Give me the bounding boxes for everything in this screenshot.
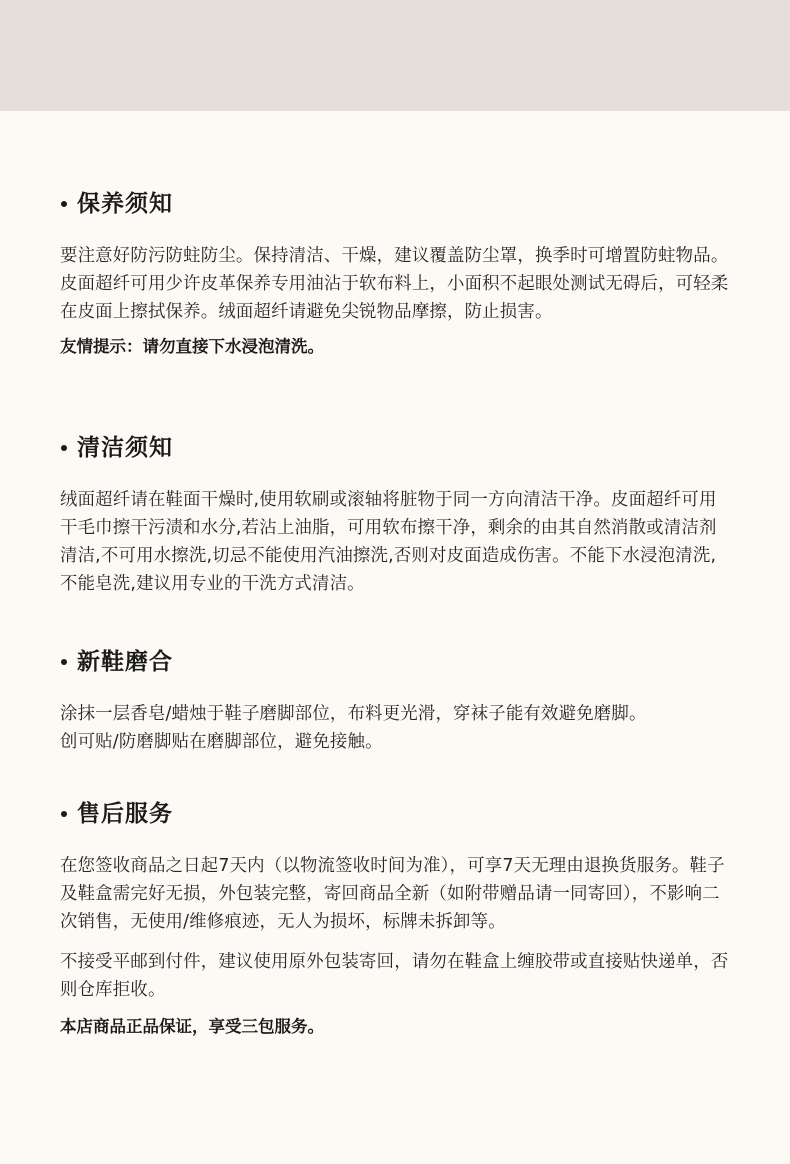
section-paragraph: 涂抹一层香皂/蜡烛于鞋子磨脚部位，布料更光滑，穿袜子能有效避免磨脚。 <box>60 704 647 724</box>
bullet-icon <box>61 445 67 451</box>
top-banner-band <box>0 0 790 111</box>
section-title: 新鞋磨合 <box>77 649 173 675</box>
section-cleaning <box>60 433 730 598</box>
bullet-icon <box>61 659 67 665</box>
section-paragraph: 创可贴/防磨脚贴在磨脚部位，避免接触。 <box>60 732 383 752</box>
section-heading <box>60 647 730 677</box>
section-title: 售后服务 <box>77 801 173 827</box>
section-title: 保养须知 <box>77 191 173 217</box>
bullet-icon <box>61 811 67 817</box>
section-maintenance <box>60 189 730 360</box>
section-after-sales <box>60 799 730 1040</box>
section-heading <box>60 799 730 829</box>
section-heading <box>60 189 730 219</box>
friendly-tip: 友情提示：请勿直接下水浸泡清洗。 <box>60 337 324 356</box>
section-paragraph: 不接受平邮到付件，建议使用原外包装寄回，请勿在鞋盒上缠胶带或直接贴快递单，否则仓库拒收。 <box>60 952 729 1000</box>
section-breaking-in <box>60 647 730 756</box>
section-paragraph: 绒面超纤请在鞋面干燥时,使用软刷或滚轴将脏物于同一方向清洁干净。皮面超纤可用干毛巾擦干污渍和水分,若沾上油脂，可用软布擦干净，剩余的由其自然消散或清洁剂清洁,不可用水擦洗,切忌不能使用汽油擦洗,否则对皮面造成伤害。不能下水浸泡清洗,不能皂洗,建议用专业的干洗方式清洁。 <box>60 490 717 594</box>
section-heading <box>60 433 730 463</box>
section-paragraph: 要注意好防污防蛀防尘。保持清洁、干燥，建议覆盖防尘罩，换季时可增置防蛀物品。皮面超纤可用少许皮革保养专用油沾于软布料上，小面积不起眼处测试无碍后，可轻柔在皮面上擦拭保养。绒面超纤请避免尖锐物品摩擦，防止损害。 <box>60 246 729 322</box>
bullet-icon <box>61 201 67 207</box>
warranty-note: 本店商品正品保证，享受三包服务。 <box>60 1017 324 1036</box>
section-title: 清洁须知 <box>77 435 173 461</box>
section-paragraph: 在您签收商品之日起7天内（以物流签收时间为准），可享7天无理由退换货服务。鞋子及鞋盒需完好无损，外包装完整，寄回商品全新（如附带赠品请一同寄回），不影响二次销售，无使用/维修痕迹，无人为损坏，标牌未拆卸等。 <box>60 856 725 932</box>
